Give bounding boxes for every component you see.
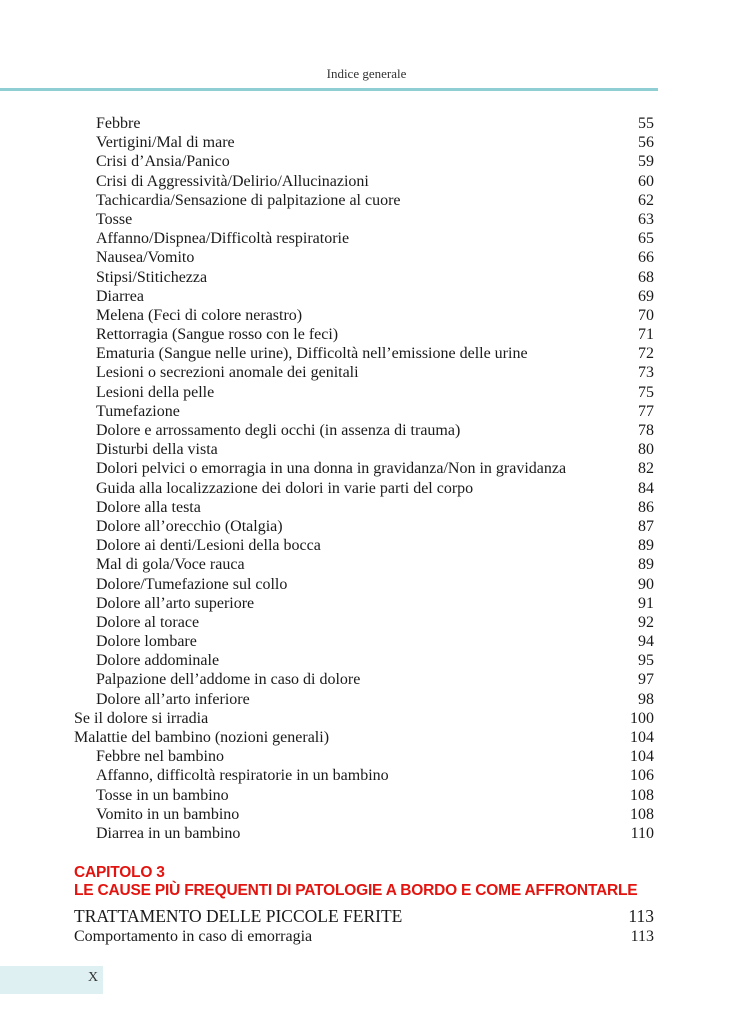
toc-entry-title: Affanno, difficoltà respiratorie in un bambino — [96, 767, 389, 785]
page-number: X — [88, 970, 99, 985]
toc-entry-page: 55 — [638, 115, 654, 132]
toc-entry-page: 97 — [638, 671, 654, 689]
toc-entry-title: Se il dolore si irradia — [74, 709, 209, 727]
toc-entry-title: Nausea/Vomito — [96, 249, 195, 267]
toc-entry-title: Tumefazione — [96, 402, 180, 420]
toc-entry-title: Guida alla localizzazione dei dolori in varie parti del corpo — [96, 479, 474, 497]
toc-entry-page: 92 — [638, 613, 654, 631]
toc-entry-page: 104 — [630, 748, 654, 766]
toc-entry-page: 72 — [638, 345, 654, 363]
toc-entry-title: Tosse in un bambino — [96, 786, 229, 804]
toc-entry[interactable] — [74, 594, 654, 613]
toc-entry[interactable] — [74, 191, 654, 210]
toc-entry-title: Rettorragia (Sangue rosso con le feci) — [96, 326, 339, 344]
toc-entry-page: 90 — [638, 575, 654, 593]
toc-entry-title: Disturbi della vista — [96, 441, 218, 459]
toc-entry[interactable] — [74, 766, 654, 785]
toc-entry[interactable] — [74, 363, 654, 382]
toc-entry[interactable] — [74, 306, 654, 325]
toc-entry-page: 63 — [638, 210, 654, 228]
toc-entry-title: Lesioni o secrezioni anomale dei genitali — [96, 364, 359, 382]
toc-entry-title: Melena (Feci di colore nerastro) — [96, 306, 303, 324]
toc-entry[interactable] — [74, 728, 654, 747]
toc-entry[interactable] — [74, 133, 654, 152]
toc-entry-title: Affanno/Dispnea/Difficoltà respiratorie — [96, 230, 350, 248]
toc-entry-title: Mal di gola/Voce rauca — [96, 556, 245, 574]
toc-entry-title: Malattie del bambino (nozioni generali) — [74, 729, 330, 746]
toc-entry-page: 87 — [638, 517, 654, 535]
toc-entry-page: 59 — [638, 153, 654, 171]
toc-entry-page: 84 — [638, 479, 654, 497]
toc-entry-page: 94 — [638, 633, 654, 651]
toc-entry-title: Dolore alla testa — [96, 498, 201, 516]
toc-entry[interactable] — [74, 172, 654, 191]
toc-entry-page: 110 — [630, 824, 654, 842]
toc-entry[interactable] — [74, 479, 654, 498]
toc-entry-title: Dolore/Tumefazione sul collo — [96, 575, 288, 593]
toc-entry-title: Tosse — [96, 210, 133, 228]
toc-entry[interactable] — [74, 498, 654, 517]
toc-list — [74, 114, 654, 843]
toc-entry-page: 78 — [638, 422, 654, 439]
toc-entry-page: 89 — [638, 537, 654, 555]
toc-entry[interactable] — [74, 421, 654, 440]
toc-entry-page: 56 — [638, 134, 654, 152]
toc-entry-title: Crisi d’Ansia/Panico — [96, 153, 230, 171]
toc-entry[interactable] — [74, 651, 654, 670]
toc-entry-page: 62 — [638, 191, 654, 209]
toc-entry-page: 89 — [638, 556, 654, 574]
toc-entry[interactable] — [74, 152, 654, 171]
toc-entry-page: 95 — [638, 652, 654, 670]
section-page: 113 — [628, 906, 654, 926]
chapter-label: CAPITOLO 3 — [74, 864, 165, 881]
toc-entry-title: Crisi di Aggressività/Delirio/Allucinazioni — [96, 172, 369, 190]
toc-entry[interactable] — [74, 824, 654, 843]
toc-entry-page: 77 — [638, 402, 654, 420]
toc-entry[interactable] — [74, 383, 654, 402]
toc-entry[interactable] — [74, 344, 654, 363]
toc-entry-title: Febbre nel bambino — [96, 748, 224, 766]
toc-entry-page: 60 — [638, 172, 654, 190]
toc-entry-page: 80 — [638, 441, 654, 459]
toc-entry[interactable] — [74, 786, 654, 805]
toc-entry-page: 66 — [638, 249, 654, 267]
toc-entry-title: Ematuria (Sangue nelle urine), Difficoltà nell’emissione delle urine — [96, 345, 528, 363]
toc-entry-title: Lesioni della pelle — [96, 383, 215, 401]
running-header: Indice generale — [326, 66, 407, 81]
toc-entry-page: 86 — [638, 498, 654, 516]
toc-entry[interactable] — [74, 690, 654, 709]
section-title: Comportamento in caso di emorragia — [74, 928, 313, 945]
toc-entry-title: Dolore ai denti/Lesioni della bocca — [96, 537, 321, 555]
toc-entry-title: Stipsi/Stitichezza — [96, 268, 208, 286]
toc-entry-page: 68 — [638, 268, 654, 286]
section-entry[interactable] — [74, 927, 654, 947]
toc-entry[interactable] — [74, 536, 654, 555]
toc-entry-title: Diarrea — [96, 287, 144, 305]
toc-entry-title: Dolore all’arto superiore — [96, 594, 255, 612]
toc-entry[interactable] — [74, 114, 654, 133]
toc-entry[interactable] — [74, 248, 654, 267]
toc-entry-title: Vomito in un bambino — [96, 805, 240, 823]
toc-entry[interactable] — [74, 268, 654, 287]
toc-entry-page: 108 — [630, 786, 654, 804]
toc-entry-page: 104 — [630, 729, 654, 746]
toc-entry-title: Dolore lombare — [96, 633, 197, 651]
toc-entry[interactable] — [74, 575, 654, 594]
toc-entry-title: Dolore all’arto inferiore — [96, 690, 250, 708]
section-title: TRATTAMENTO DELLE PICCOLE FERITE — [74, 906, 403, 926]
toc-entry-title: Dolore e arrossamento degli occhi (in assenza di trauma) — [96, 422, 461, 439]
toc-entry[interactable] — [74, 670, 654, 689]
toc-entry-title: Dolore all’orecchio (Otalgia) — [96, 517, 283, 535]
toc-entry[interactable] — [74, 632, 654, 651]
toc-entry-title: Tachicardia/Sensazione di palpitazione al cuore — [96, 191, 401, 209]
chapter-title: LE CAUSE PIÙ FREQUENTI DI PATOLOGIE A BORDO E COME AFFRONTARLE — [74, 882, 638, 899]
toc-entry-page: 98 — [638, 690, 654, 708]
toc-entry-title: Febbre — [96, 115, 141, 132]
toc-entry-page: 75 — [638, 383, 654, 401]
toc-entry-page: 100 — [630, 709, 654, 727]
toc-entry[interactable] — [74, 709, 654, 728]
toc-entry[interactable] — [74, 402, 654, 421]
section-heading[interactable] — [74, 905, 654, 927]
toc-entry-page: 73 — [638, 364, 654, 382]
toc-entry[interactable] — [74, 325, 654, 344]
toc-entry-page: 71 — [638, 326, 654, 344]
toc-entry-page: 69 — [638, 287, 654, 305]
toc-entry[interactable] — [74, 287, 654, 306]
toc-entry[interactable] — [74, 747, 654, 766]
toc-entry-title: Vertigini/Mal di mare — [96, 134, 235, 152]
toc-entry-page: 65 — [638, 230, 654, 248]
chapter-heading — [74, 864, 674, 900]
toc-entry[interactable] — [74, 613, 654, 632]
toc-entry-page: 70 — [638, 306, 654, 324]
section-list — [74, 905, 654, 947]
toc-entry-title: Dolori pelvici o emorragia in una donna in gravidanza/Non in gravidanza — [96, 460, 567, 478]
toc-entry[interactable] — [74, 517, 654, 536]
toc-entry[interactable] — [74, 555, 654, 574]
toc-entry-page: 91 — [638, 594, 654, 612]
toc-entry-page: 82 — [638, 460, 654, 478]
toc-entry-page: 106 — [630, 767, 654, 785]
toc-entry-title: Diarrea in un bambino — [96, 824, 241, 842]
toc-entry-title: Dolore al torace — [96, 613, 200, 631]
header-rule — [0, 88, 658, 91]
toc-entry[interactable] — [74, 210, 654, 229]
toc-entry[interactable] — [74, 805, 654, 824]
toc-entry-page: 108 — [630, 805, 654, 823]
toc-entry[interactable] — [74, 229, 654, 248]
toc-entry-title: Palpazione dell’addome in caso di dolore — [96, 671, 361, 689]
toc-entry-title: Dolore addominale — [96, 652, 220, 670]
toc-entry[interactable] — [74, 459, 654, 478]
section-page: 113 — [630, 928, 654, 945]
toc-entry[interactable] — [74, 440, 654, 459]
